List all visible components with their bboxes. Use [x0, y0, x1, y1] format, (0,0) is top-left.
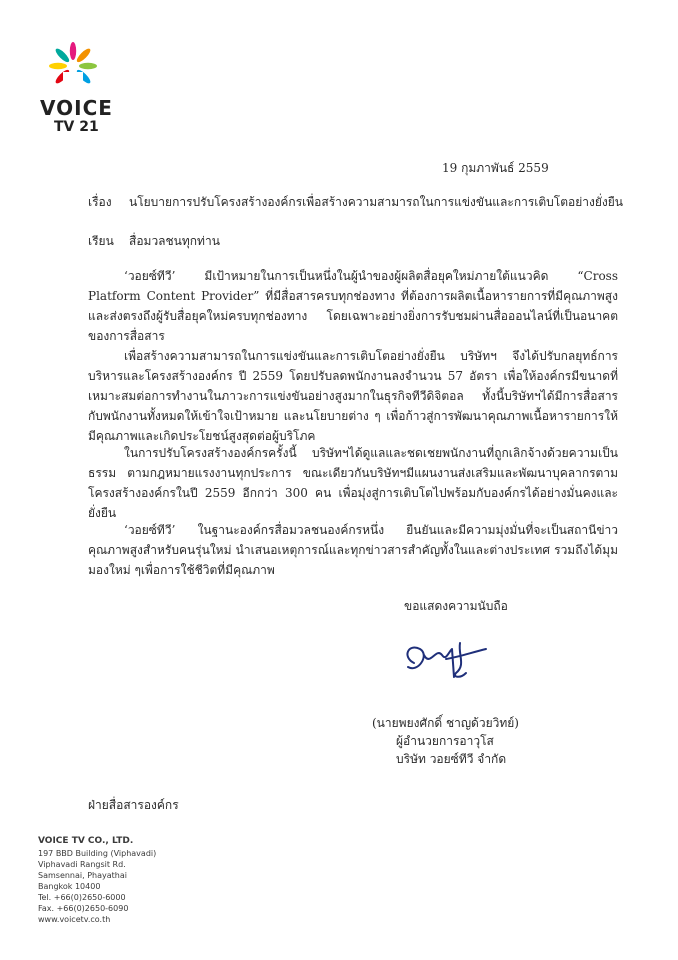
salutation-text: สื่อมวลชนทุกท่าน [129, 234, 220, 248]
body-paragraph-3 [88, 443, 618, 523]
paragraph-text: เพื่อสร้างความสามารถในการแข่งขันและการเติบโตอย่างยั่งยืน บริษัทฯ จึงได้ปรับกลยุทธ์การบริหารและโครงสร้างองค์กร ปี 2559 โดยปรับลดพนักงานลงจำนวน 57 อัตรา เพื่อให้องค์กรมีขนาดที่เหมาะสมต่อการทำงานในภาวะการแข่งขันอย่างสูงมากในธุรกิจทีวีดิจิตอล ทั้งนี้บริษัทฯได้มีการสื่อสารกับพนักงานทั้งหมดให้เข้าใจเป้าหมาย และนโยบายต่าง ๆ เพื่อก้าวสู่การพัฒนาคุณภาพเนื้อหารายการให้มีคุณภาพและเกิดประโยชน์สูงสุดต่อผู้บริโภค [88, 349, 618, 443]
logo-petal [70, 42, 76, 60]
letter-date: 19 กุมภาพันธ์ 2559 [442, 161, 549, 175]
paragraph-text: ‘วอยซ์ทีวี’ มีเป้าหมายในการเป็นหนึ่งในผู้นำของผู้ผลิตสื่อยุคใหม่ภายใต้แนวคิด “Cross Platform Content Provider” ที่มีสื่อสารครบทุกช่องทาง ที่ต้องการผลิตเนื้อหารายการที่มีคุณภาพสูงและส่งตรงถึงผู้รับสื่อยุคใหม่ครบทุกช่องทาง โดยเฉพาะอย่างยิ่งการรับชมผ่านสื่อออนไลน์ที่เป็นอนาคตของการสื่อสาร [88, 269, 618, 343]
salutation-label: เรียน [88, 234, 114, 248]
logo-petal [49, 63, 67, 69]
signer-block [372, 714, 612, 768]
footer-address-line: Viphavadi Rangsit Rd. [38, 860, 126, 869]
footer-address-block [38, 836, 156, 925]
footer-address-line: 197 BBD Building (Viphavadi) [38, 849, 157, 858]
body-paragraph-1 [88, 266, 618, 346]
body-paragraph-2 [88, 346, 618, 446]
footer-tel: Tel. +66(0)2650-6000 [38, 893, 126, 902]
department-name: ฝ่ายสื่อสารองค์กร [88, 798, 179, 812]
logo-channel: TV 21 [54, 119, 99, 135]
closing-text: ขอแสดงความนับถือ [404, 599, 508, 613]
signer-company: บริษัท วอยซ์ทีวี จำกัด [396, 752, 507, 766]
footer-company: VOICE TV CO., LTD. [38, 836, 134, 846]
logo-petal [54, 47, 71, 64]
paragraph-text: ‘วอยซ์ทีวี’ ในฐานะองค์กรสื่อมวลชนองค์กรหนึ่ง ยืนยันและมีความมุ่งมั่นที่จะเป็นสถานีข่าวคุณภาพสูงสำหรับคนรุ่นใหม่ นำเสนอเหตุการณ์และทุกข่าวสารสำคัญทั้งในและต่างประเทศ รวมถึงได้มุมมองใหม่ ๆเพื่อการใช้ชีวิตที่มีคุณภาพ [88, 523, 618, 577]
signature-icon [396, 633, 506, 691]
footer-address-line: Bangkok 10400 [38, 882, 101, 891]
signer-title: ผู้อำนวยการอาวุโส [396, 734, 494, 748]
footer-fax: Fax. +66(0)2650-6090 [38, 904, 129, 913]
logo-wordmark: VOICE [40, 96, 113, 120]
paragraph-text: ในการปรับโครงสร้างองค์กรครั้งนี้ บริษัทฯได้ดูแลและชดเชยพนักงานที่ถูกเลิกจ้างด้วยความเป็นธรรม ตามกฎหมายแรงงานทุกประการ ขณะเดียวกันบริษัทฯมีแผนงานส่งเสริมและพัฒนาบุคลากรตามโครงสร้างองค์กรในปี 2559 อีกกว่า 300 คน เพื่อมุ่งสู่การเติบโตไปพร้อมกับองค์กรได้อย่างมั่นคงและยั่งยืน [88, 446, 618, 520]
subject-text: นโยบายการปรับโครงสร้างองค์กรเพื่อสร้างความสามารถในการแข่งขันและการเติบโตอย่างยั่งยืน [129, 195, 623, 209]
subject-label: เรื่อง [88, 195, 112, 209]
footer-address-line: Samsennai, Phayathai [38, 871, 127, 880]
footer-website[interactable]: www.voicetv.co.th [38, 915, 111, 924]
signer-name: (นายพยงศักดิ์ ชาญด้วยวิทย์) [372, 716, 519, 730]
logo-petal [75, 47, 92, 64]
logo-petal [79, 63, 97, 69]
body-paragraph-4 [88, 520, 618, 580]
voice-tv-logo-icon [48, 40, 98, 92]
